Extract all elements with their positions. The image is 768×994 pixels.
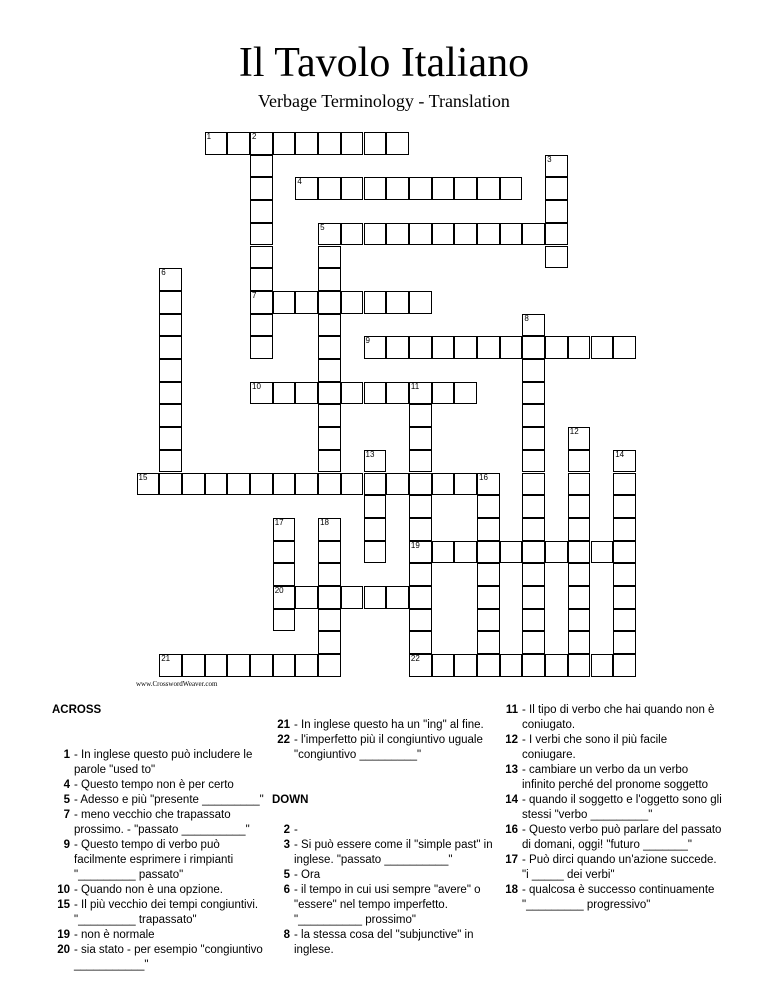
grid-cell[interactable]	[295, 291, 318, 314]
grid-cell[interactable]	[522, 518, 545, 541]
grid-cell[interactable]	[318, 246, 341, 269]
grid-cell[interactable]	[318, 404, 341, 427]
grid-cell[interactable]	[250, 382, 273, 405]
grid-cell[interactable]	[273, 541, 296, 564]
grid-cell[interactable]	[137, 473, 160, 496]
grid-cell[interactable]	[409, 427, 432, 450]
grid-cell[interactable]	[432, 336, 455, 359]
grid-cell[interactable]	[613, 450, 636, 473]
clue-number: 20	[274, 586, 284, 595]
grid-cell[interactable]	[318, 382, 341, 405]
grid-cell[interactable]	[522, 427, 545, 450]
clue-number: 8	[524, 313, 529, 323]
grid-cell[interactable]	[364, 382, 387, 405]
clue-number: 6	[161, 268, 166, 278]
grid-cell[interactable]	[477, 336, 500, 359]
grid-cell[interactable]	[273, 132, 296, 155]
clue-down-5: 5 - Ora	[283, 869, 321, 881]
grid-cell[interactable]	[568, 427, 591, 450]
grid-cell[interactable]	[273, 654, 296, 677]
grid-cell[interactable]	[409, 404, 432, 427]
grid-cell[interactable]	[613, 609, 636, 632]
clue-number: 19	[410, 540, 420, 550]
grid-cell[interactable]	[500, 223, 523, 246]
grid-cell[interactable]	[568, 609, 591, 632]
grid-cell[interactable]	[250, 314, 273, 337]
grid-cell[interactable]	[318, 223, 341, 246]
clue-number: 16	[479, 472, 488, 482]
grid-cell[interactable]	[364, 586, 387, 609]
grid-cell[interactable]	[159, 314, 182, 337]
grid-cell[interactable]	[318, 268, 341, 291]
clue-number: 4	[297, 177, 302, 187]
grid-cell[interactable]	[295, 132, 318, 155]
grid-cell[interactable]	[545, 246, 568, 269]
grid-cell[interactable]	[250, 177, 273, 200]
grid-cell[interactable]	[364, 336, 387, 359]
grid-cell[interactable]	[409, 563, 432, 586]
grid-cell[interactable]	[522, 541, 545, 564]
grid-cell[interactable]	[409, 291, 432, 314]
grid-cell[interactable]	[273, 609, 296, 632]
grid-cell[interactable]	[522, 609, 545, 632]
grid-cell[interactable]	[250, 132, 273, 155]
grid-cell[interactable]	[205, 473, 228, 496]
clue-across-1: 1 - In inglese questo può includere le parole "used to"	[63, 749, 253, 776]
grid-cell[interactable]	[295, 586, 318, 609]
grid-cell[interactable]	[477, 563, 500, 586]
clue-number: 21	[161, 654, 171, 664]
grid-cell[interactable]	[318, 450, 341, 473]
grid-cell[interactable]	[250, 291, 273, 314]
grid-cell[interactable]	[227, 473, 250, 496]
clue-across-20: 20 - sia stato - per esempio "congiuntivo ___________"	[57, 944, 263, 971]
grid-cell[interactable]	[364, 473, 387, 496]
grid-cell[interactable]	[568, 631, 591, 654]
grid-cell[interactable]	[500, 541, 523, 564]
clue-number: 5	[320, 222, 325, 232]
grid-cell[interactable]	[454, 223, 477, 246]
grid-cell[interactable]	[454, 541, 477, 564]
clue-number: 17	[274, 517, 284, 527]
grid-cell[interactable]	[318, 314, 341, 337]
grid-cell[interactable]	[318, 291, 341, 314]
grid-cell[interactable]	[341, 586, 364, 609]
grid-cell[interactable]	[409, 654, 432, 677]
grid-cell[interactable]	[273, 382, 296, 405]
grid-cell[interactable]	[227, 654, 250, 677]
grid-cell[interactable]	[432, 382, 455, 405]
grid-cell[interactable]	[545, 541, 568, 564]
grid-cell[interactable]	[454, 654, 477, 677]
clue-down-2: 2 -	[283, 824, 298, 836]
page-title: Il Tavolo Italiano	[238, 40, 530, 86]
grid-cell[interactable]	[364, 132, 387, 155]
grid-cell[interactable]	[295, 473, 318, 496]
grid-cell[interactable]	[522, 631, 545, 654]
grid-cell[interactable]	[318, 609, 341, 632]
grid-cell[interactable]	[250, 473, 273, 496]
grid-cell[interactable]	[318, 473, 341, 496]
grid-cell[interactable]	[409, 495, 432, 518]
grid-cell[interactable]	[159, 382, 182, 405]
grid-cell[interactable]	[613, 336, 636, 359]
grid-cell[interactable]	[591, 541, 614, 564]
page-subtitle: Verbage Terminology - Translation	[258, 91, 510, 111]
grid-cell[interactable]	[341, 473, 364, 496]
grid-cell[interactable]	[613, 473, 636, 496]
grid-cell[interactable]	[522, 586, 545, 609]
grid-cell[interactable]	[522, 495, 545, 518]
grid-cell[interactable]	[182, 654, 205, 677]
watermark: www.CrosswordWeaver.com	[136, 680, 218, 688]
grid-cell[interactable]	[500, 654, 523, 677]
clue-across-22: 22 - l'imperfetto più il congiuntivo uguale "congiuntivo _________"	[277, 734, 483, 761]
grid-cell[interactable]	[273, 518, 296, 541]
grid-cell[interactable]	[545, 155, 568, 178]
grid-cell[interactable]	[545, 177, 568, 200]
grid-cell[interactable]	[522, 382, 545, 405]
clue-down-14: 14 - quando il soggetto e l'oggetto sono gli stessi "verbo _________"	[505, 794, 722, 821]
grid-cell[interactable]	[545, 200, 568, 223]
grid-cell[interactable]	[273, 586, 296, 609]
grid-cell[interactable]	[250, 654, 273, 677]
grid-cell[interactable]	[318, 654, 341, 677]
clue-number: 1	[206, 132, 212, 141]
clue-number: 13	[365, 449, 375, 459]
grid-cell[interactable]	[522, 654, 545, 677]
grid-cell[interactable]	[409, 336, 432, 359]
grid-cell[interactable]	[591, 336, 614, 359]
grid-cell[interactable]	[477, 541, 500, 564]
across-clues	[52, 703, 270, 973]
grid-cell[interactable]	[341, 382, 364, 405]
grid-cell[interactable]	[409, 518, 432, 541]
grid-cell[interactable]	[568, 518, 591, 541]
clue-number: 22	[410, 654, 420, 664]
grid-cell[interactable]	[386, 382, 409, 405]
grid-cell[interactable]	[568, 450, 591, 473]
grid-cell[interactable]	[568, 563, 591, 586]
clue-number: 18	[320, 517, 329, 527]
grid-cell[interactable]	[159, 336, 182, 359]
grid-cell[interactable]	[545, 654, 568, 677]
grid-cell[interactable]	[318, 427, 341, 450]
grid-cell[interactable]	[568, 495, 591, 518]
grid-cell[interactable]	[432, 223, 455, 246]
grid-cell[interactable]	[250, 268, 273, 291]
grid-cell[interactable]	[477, 177, 500, 200]
grid-cell[interactable]	[568, 541, 591, 564]
grid-cell[interactable]	[250, 155, 273, 178]
grid-cell[interactable]	[522, 473, 545, 496]
grid-cell[interactable]	[409, 473, 432, 496]
grid-cell[interactable]	[522, 404, 545, 427]
grid-cell[interactable]	[591, 654, 614, 677]
grid-cell[interactable]	[227, 132, 250, 155]
grid-cell[interactable]	[409, 631, 432, 654]
grid-cell[interactable]	[545, 336, 568, 359]
grid-cell[interactable]	[364, 518, 387, 541]
grid-cell[interactable]	[364, 291, 387, 314]
clue-number: 9	[365, 336, 370, 346]
down-clues-continued	[500, 703, 722, 913]
grid-cell[interactable]	[159, 427, 182, 450]
grid-cell[interactable]	[477, 223, 500, 246]
grid-cell[interactable]	[318, 518, 341, 541]
grid-cell[interactable]	[250, 200, 273, 223]
clue-number: 12	[569, 427, 579, 437]
grid-cell[interactable]	[409, 450, 432, 473]
grid-cell[interactable]	[318, 541, 341, 564]
grid-cell[interactable]	[318, 336, 341, 359]
clue-across-9: 9 - Questo tempo di verbo può facilmente esprimere i rimpianti "_________ passato"	[63, 839, 234, 881]
grid-cell[interactable]	[364, 541, 387, 564]
grid-cell[interactable]	[386, 473, 409, 496]
grid-cell[interactable]	[522, 314, 545, 337]
grid-cell[interactable]	[386, 132, 409, 155]
grid-cell[interactable]	[454, 473, 477, 496]
grid-cell[interactable]	[159, 473, 182, 496]
grid-cell[interactable]	[273, 291, 296, 314]
grid-cell[interactable]	[273, 563, 296, 586]
grid-cell[interactable]	[182, 473, 205, 496]
grid-cell[interactable]	[454, 382, 477, 405]
grid-cell[interactable]	[409, 382, 432, 405]
clue-down-13: 13 - cambiare un verbo da un verbo infinito perché del pronome soggetto	[505, 764, 709, 791]
grid-cell[interactable]	[613, 631, 636, 654]
grid-cell[interactable]	[522, 223, 545, 246]
clue-number: 2	[252, 132, 257, 141]
grid-cell[interactable]	[522, 336, 545, 359]
clue-across-10: 10 - Quando non è una opzione.	[57, 884, 223, 896]
grid-cell[interactable]	[613, 518, 636, 541]
grid-cell[interactable]	[432, 177, 455, 200]
grid-cell[interactable]	[159, 359, 182, 382]
clue-number: 14	[615, 449, 625, 459]
clue-across-19: 19 - non è normale	[57, 929, 155, 941]
grid-cell[interactable]	[500, 177, 523, 200]
grid-cell[interactable]	[613, 495, 636, 518]
grid-cell[interactable]	[477, 654, 500, 677]
clue-down-3: 3 - Si può essere come il "simple past" in inglese. "passato __________"	[283, 839, 493, 866]
grid-cell[interactable]	[477, 586, 500, 609]
clue-number: 3	[547, 154, 552, 164]
grid-cell[interactable]	[522, 563, 545, 586]
grid-cell[interactable]	[250, 223, 273, 246]
grid-cell[interactable]	[341, 132, 364, 155]
grid-cell[interactable]	[386, 336, 409, 359]
grid-cell[interactable]	[432, 654, 455, 677]
grid-cell[interactable]	[613, 586, 636, 609]
grid-cell[interactable]	[295, 177, 318, 200]
clue-across-5: 5 - Adesso e più "presente _________"	[63, 794, 264, 806]
clue-number: 15	[138, 472, 148, 482]
grid-cell[interactable]	[341, 291, 364, 314]
clue-down-6: 6 - il tempo in cui usi sempre "avere" o "essere" nel tempo imperfetto. "__________ prossimo"	[283, 884, 481, 926]
grid-cell[interactable]	[477, 631, 500, 654]
clue-across-4: 4 - Questo tempo non è per certo	[63, 779, 234, 791]
grid-cell[interactable]	[364, 177, 387, 200]
clue-across-21: 21 - In inglese questo ha un "ing" al fine.	[277, 719, 484, 731]
clue-across-15: 15 - Il più vecchio dei tempi congiuntivi. "_________ trapassato"	[57, 899, 259, 926]
grid-cell[interactable]	[568, 586, 591, 609]
grid-cell[interactable]	[341, 223, 364, 246]
grid-cell[interactable]	[568, 473, 591, 496]
grid-cell[interactable]	[159, 404, 182, 427]
grid-cell[interactable]	[159, 654, 182, 677]
clue-down-11: 11 - Il tipo di verbo che hai quando non è coniugato.	[505, 704, 715, 731]
clue-down-16: 16 - Questo verbo può parlare del passato di domani, oggi! "futuro _______"	[505, 824, 722, 851]
grid-cell[interactable]	[318, 359, 341, 382]
across-heading: ACROSS	[52, 704, 102, 716]
grid-cell[interactable]	[318, 177, 341, 200]
grid-cell[interactable]	[295, 654, 318, 677]
grid-cell[interactable]	[386, 177, 409, 200]
grid-cell[interactable]	[273, 473, 296, 496]
grid-cell[interactable]	[545, 223, 568, 246]
clue-number: 11	[410, 381, 420, 391]
across-down-clues	[272, 703, 494, 958]
grid-cell[interactable]	[409, 177, 432, 200]
grid-cell[interactable]	[522, 359, 545, 382]
grid-cell[interactable]	[364, 223, 387, 246]
grid-cell[interactable]	[500, 336, 523, 359]
grid-cell[interactable]	[159, 291, 182, 314]
grid-cell[interactable]	[159, 268, 182, 291]
clue-number: 7	[252, 290, 257, 300]
grid-cell[interactable]	[250, 246, 273, 269]
grid-cell[interactable]	[477, 473, 500, 496]
grid-cell[interactable]	[454, 336, 477, 359]
clue-number: 10	[252, 381, 261, 391]
grid-cell[interactable]	[432, 541, 455, 564]
grid-cell[interactable]	[568, 336, 591, 359]
grid-cell[interactable]	[364, 450, 387, 473]
clue-down-17: 17 - Può dirci quando un'azione succede. "i _____ dei verbi"	[505, 854, 717, 881]
grid-cell[interactable]	[295, 382, 318, 405]
grid-cell[interactable]	[386, 586, 409, 609]
clue-down-18: 18 - qualcosa è successo continuamente "_________ progressivo"	[505, 884, 715, 911]
grid-cell[interactable]	[568, 654, 591, 677]
grid-cell[interactable]	[318, 631, 341, 654]
grid-cell[interactable]	[318, 586, 341, 609]
grid-cell[interactable]	[477, 518, 500, 541]
grid-cell[interactable]	[477, 495, 500, 518]
grid-cell[interactable]	[522, 450, 545, 473]
clue-across-7: 7 - meno vecchio che trapassato prossimo. - "passato __________"	[63, 809, 250, 836]
grid-cell[interactable]	[409, 609, 432, 632]
grid-cell[interactable]	[318, 563, 341, 586]
grid-cell[interactable]	[386, 223, 409, 246]
grid-cell[interactable]	[386, 291, 409, 314]
grid-cell[interactable]	[613, 541, 636, 564]
clue-down-8: 8 - la stessa cosa del "subjunctive" in inglese.	[283, 929, 474, 956]
grid-cell[interactable]	[364, 495, 387, 518]
grid-cell[interactable]	[409, 223, 432, 246]
grid-cell[interactable]	[409, 586, 432, 609]
grid-cell[interactable]	[613, 563, 636, 586]
grid-cell[interactable]	[409, 541, 432, 564]
grid-cell[interactable]	[318, 132, 341, 155]
grid-cell[interactable]	[454, 177, 477, 200]
grid-cell[interactable]	[432, 473, 455, 496]
clue-down-12: 12 - I verbi che sono il più facile coniugare.	[505, 734, 668, 761]
grid-cell[interactable]	[205, 654, 228, 677]
grid-cell[interactable]	[341, 177, 364, 200]
grid-cell[interactable]	[613, 654, 636, 677]
grid-cell[interactable]	[159, 450, 182, 473]
grid-cell[interactable]	[205, 132, 228, 155]
grid-cell[interactable]	[477, 609, 500, 632]
grid-cell[interactable]	[250, 336, 273, 359]
down-heading: DOWN	[272, 794, 309, 806]
